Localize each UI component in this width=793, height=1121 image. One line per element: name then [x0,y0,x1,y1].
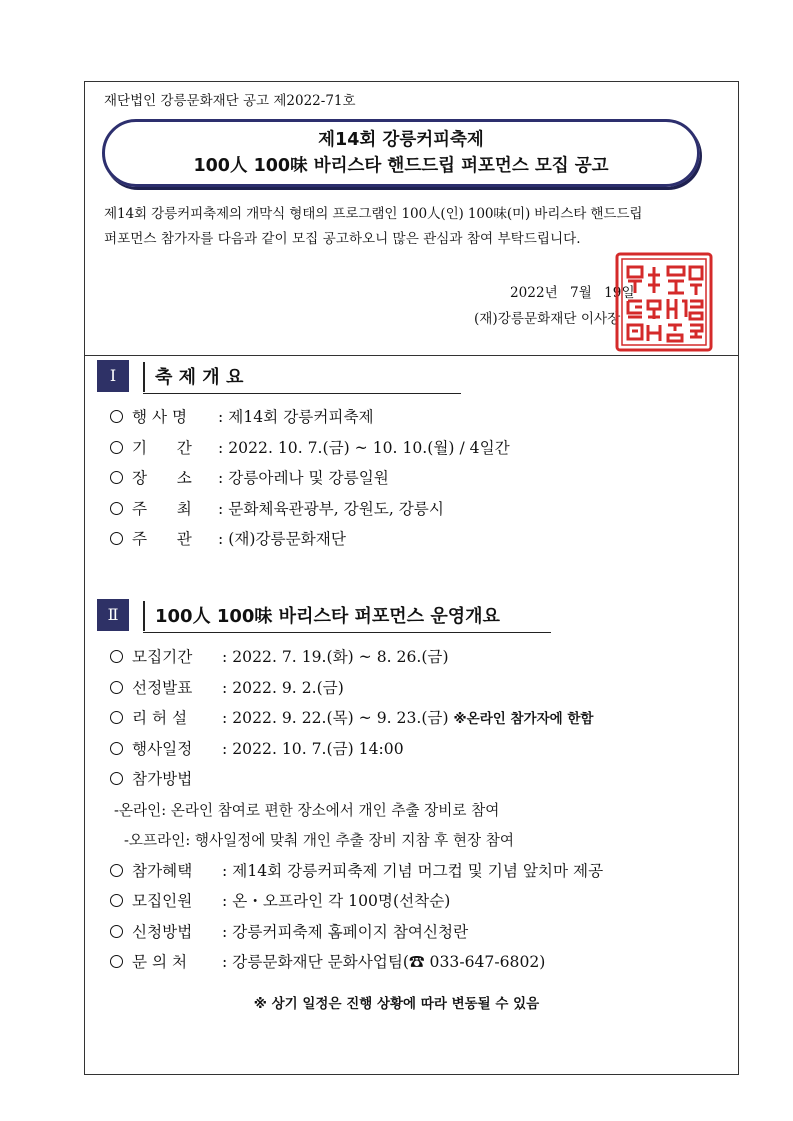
intro-line-2: 퍼포먼스 참가자를 다음과 같이 모집 공고하오니 많은 관심과 참여 부탁드립니다. [104,231,581,247]
item-value: 제14회 강릉커피축제 [228,408,374,426]
item-label: 장 소 [132,469,192,487]
item-label: 행사일정 [132,739,193,758]
circle-bullet-icon [110,925,123,938]
item-value: 2022. 9. 22.(목) ~ 9. 23.(금) [232,709,449,727]
item-value: (재)강릉문화재단 [228,530,346,548]
section-2-underline [143,632,551,633]
circle-bullet-icon [110,864,123,877]
list-item: 행 사 명 : 제14회 강릉커피축제 [110,402,510,433]
header-divider [84,355,739,356]
circle-bullet-icon [110,772,123,785]
circle-bullet-icon [110,894,123,907]
sub-item-text: -오프라인: 행사일정에 맞춰 개인 추출 장비 지참 후 현장 참여 [124,832,514,849]
item-label: 주 최 [132,499,192,518]
list-item: 주 관 : (재)강릉문화재단 [110,524,510,555]
section-2-title: 100人 100味 바리스타 퍼포먼스 운영개요 [155,606,500,627]
circle-bullet-icon [110,742,123,755]
circle-bullet-icon [110,711,123,724]
issuer-name: (재)강릉문화재단 이사장 [474,311,621,327]
circle-bullet-icon [110,681,123,694]
list-item: 기 간 : 2022. 10. 7.(금) ~ 10. 10.(월) / 4일간 [110,433,510,464]
item-label: 문 의 처 [132,953,188,971]
item-value: 2022. 10. 7.(금) 14:00 [232,739,404,758]
item-value: 2022. 9. 2.(금) [232,678,344,697]
section-1-underline [143,393,461,394]
sub-item [110,795,603,826]
item-value: 제14회 강릉커피축제 기념 머그컵 및 기념 앞치마 제공 [232,861,604,880]
section-1-list [110,402,510,555]
notice-number: 재단법인 강릉문화재단 공고 제2022-71호 [104,93,356,109]
item-label: 주 관 [132,530,192,548]
circle-bullet-icon [110,441,123,454]
circle-bullet-icon [110,650,123,663]
list-item: 장 소 : 강릉아레나 및 강릉일원 [110,463,510,494]
circle-bullet-icon [110,532,123,545]
item-label: 모집인원 [132,892,193,910]
list-item: 참가혜택 : 제14회 강릉커피축제 기념 머그컵 및 기념 앞치마 제공 [110,856,603,887]
item-label: 기 간 [132,438,192,457]
title-box [102,119,700,187]
item-label: 선정발표 [132,678,193,697]
section-1-number: Ⅰ [97,360,129,392]
item-value: 문화체육관광부, 강원도, 강릉시 [228,499,444,518]
list-item: 행사일정 : 2022. 10. 7.(금) 14:00 [110,734,603,765]
item-value: 2022. 10. 7.(금) ~ 10. 10.(월) / 4일간 [228,438,510,457]
list-item: 주 최 : 문화체육관광부, 강원도, 강릉시 [110,494,510,525]
rehearsal-note: ※온라인 참가자에 한함 [453,711,594,727]
title-line-2: 100人 100味 바리스타 핸드드립 퍼포먼스 모집 공고 [193,156,609,176]
intro-line-1: 제14회 강릉커피축제의 개막식 형태의 프로그램인 100人(인) 100味(미) 바리스타 핸드드립 [104,206,643,222]
circle-bullet-icon [110,471,123,484]
item-value: 온・오프라인 각 100명(선착순) [232,892,451,910]
list-item: 신청방법 : 강릉커피축제 홈페이지 참여신청란 [110,917,603,948]
circle-bullet-icon [110,955,123,968]
section-2-list [110,642,603,978]
item-label: 행 사 명 [132,408,188,426]
schedule-change-note: ※ 상기 일정은 진행 상황에 따라 변동될 수 있음 [253,996,540,1012]
list-item: 리 허 설 : 2022. 9. 22.(목) ~ 9. 23.(금) ※온라인 참가자에 한함 [110,703,603,734]
item-value: 2022. 7. 19.(화) ~ 8. 26.(금) [232,648,449,666]
official-seal-icon [614,251,714,353]
list-item: 문 의 처 : 강릉문화재단 문화사업팀(☎ 033-647-6802) [110,947,603,978]
sub-item [110,825,603,856]
section-1-bar [143,362,145,392]
intro-paragraph [104,202,734,252]
item-label: 신청방법 [132,922,193,941]
section-2-bar [143,601,145,631]
list-item [110,764,603,795]
item-label: 리 허 설 [132,709,188,727]
item-label: 참가방법 [132,770,193,788]
item-value: 강릉문화재단 문화사업팀(☎ 033-647-6802) [232,953,546,971]
list-item: 모집기간 : 2022. 7. 19.(화) ~ 8. 26.(금) [110,642,603,673]
title-line-1: 제14회 강릉커피축제 [318,130,484,150]
item-value: 강릉아레나 및 강릉일원 [228,469,389,487]
circle-bullet-icon [110,410,123,423]
item-label: 참가혜택 [132,861,193,880]
circle-bullet-icon [110,502,123,515]
sub-item-text: -온라인: 온라인 참여로 편한 장소에서 개인 추출 장비로 참여 [114,801,500,819]
notice-date: 2022년 7월 19일 [510,285,635,301]
item-label: 모집기간 [132,648,193,666]
section-2-number: Ⅱ [97,599,129,631]
list-item: 모집인원 : 온・오프라인 각 100명(선착순) [110,886,603,917]
section-1-title: 축 제 개 요 [155,367,244,388]
list-item: 선정발표 : 2022. 9. 2.(금) [110,673,603,704]
item-value: 강릉커피축제 홈페이지 참여신청란 [232,922,469,941]
